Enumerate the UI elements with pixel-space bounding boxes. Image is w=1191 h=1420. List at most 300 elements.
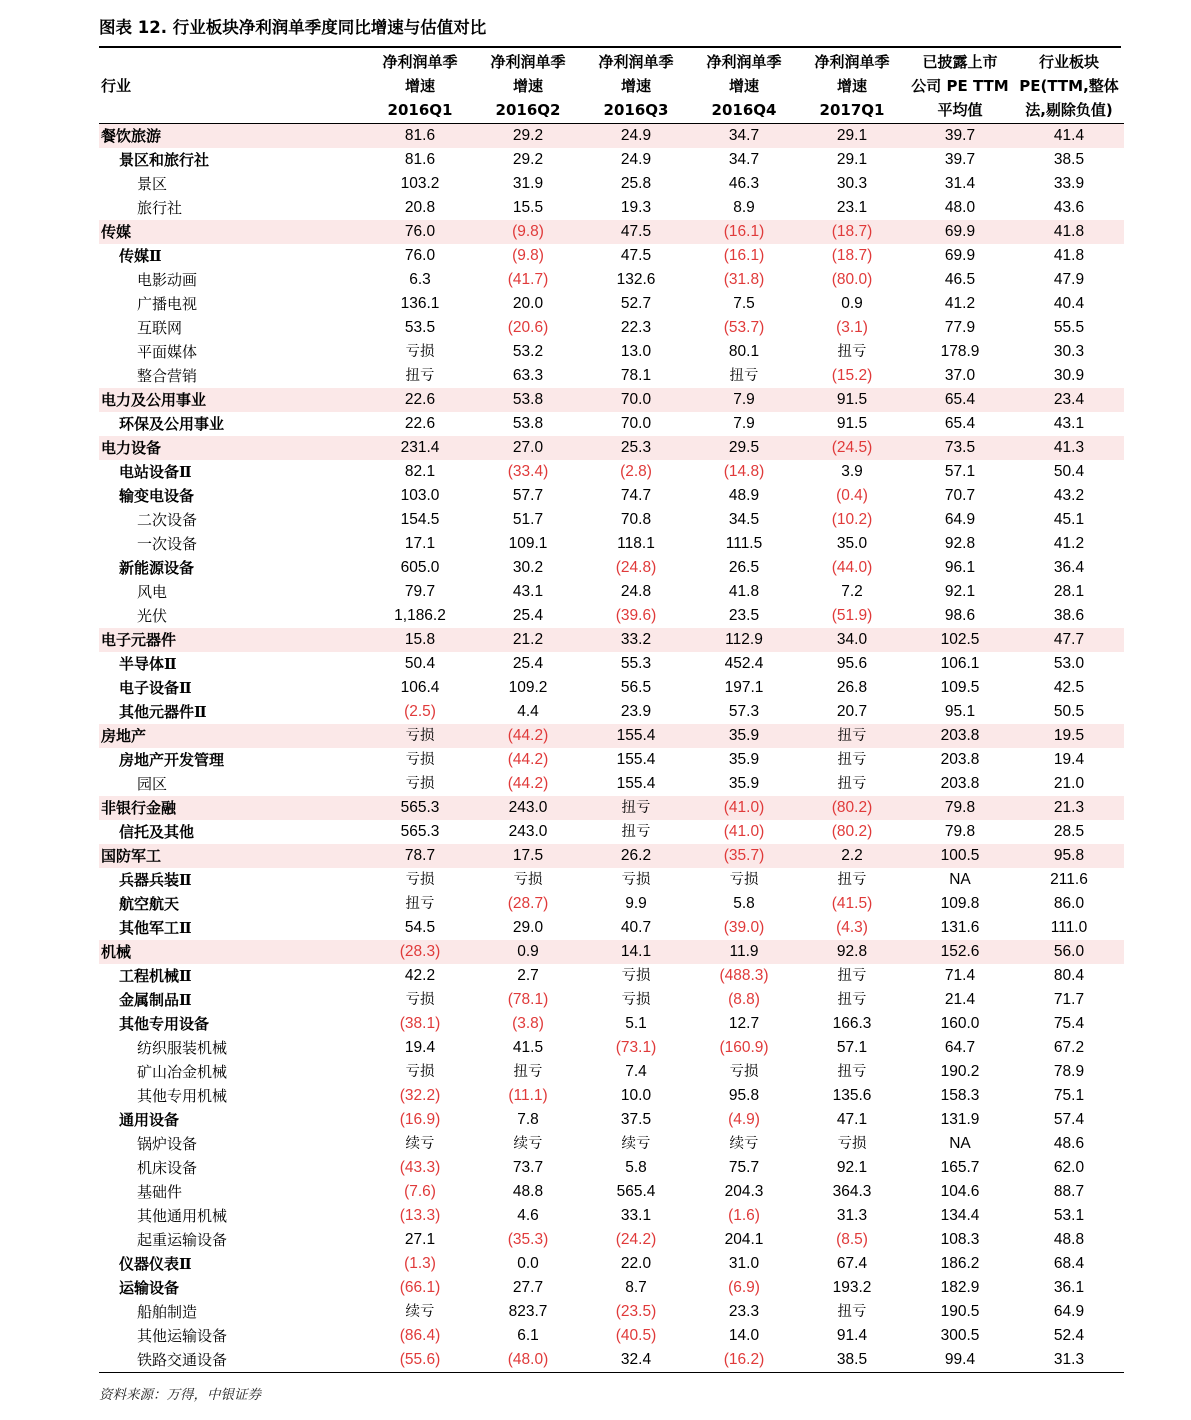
table-cell: 73.7	[512, 1159, 544, 1176]
table-cell: 70.7	[944, 487, 976, 504]
table-cell: 158.3	[940, 1087, 980, 1104]
table-cell: 95.1	[944, 703, 976, 720]
table-cell: 1,186.2	[394, 607, 446, 624]
table-cell: 50.4	[1053, 463, 1085, 480]
table-row	[99, 748, 1124, 772]
table-cell: 109.5	[940, 679, 980, 696]
col-header-2016q1: 净利润单季 增速 2016Q1	[382, 52, 458, 119]
table-cell: 29.5	[728, 439, 760, 456]
table-cell: 132.6	[616, 271, 656, 288]
table-cell: (86.4)	[399, 1327, 441, 1344]
table-cell: (13.3)	[399, 1207, 441, 1224]
industry-name: 房地产开发管理	[119, 751, 225, 769]
table-cell: 23.4	[1053, 391, 1085, 408]
table-row	[99, 292, 1124, 316]
table-cell: (4.3)	[836, 919, 868, 936]
table-cell: 5.8	[733, 895, 755, 912]
col-header-sector-pe: 行业板块 PE(TTM,整体 法,剔除负值)	[1019, 52, 1119, 119]
table-cell: 41.3	[1053, 439, 1085, 456]
table-cell: 31.3	[1053, 1351, 1085, 1368]
table-row	[99, 844, 1124, 868]
table-cell: 112.9	[725, 631, 763, 648]
table-cell: 64.7	[944, 1039, 976, 1056]
table-cell: 53.5	[404, 319, 436, 336]
table-cell: 29.0	[512, 919, 544, 936]
table-cell: (2.5)	[404, 703, 436, 720]
table-cell: 续亏	[729, 1136, 759, 1152]
table-cell: (10.2)	[831, 511, 873, 528]
table-cell: 81.6	[404, 127, 436, 144]
table-cell: (18.7)	[831, 223, 873, 240]
table-cell: 31.4	[944, 175, 976, 192]
table-cell: 21.3	[1053, 799, 1085, 816]
table-cell: 106.4	[400, 679, 440, 696]
table-cell: 48.6	[1053, 1135, 1085, 1152]
table-cell: 155.4	[616, 775, 656, 792]
table-cell: 56.0	[1053, 943, 1085, 960]
table-cell: 203.8	[940, 751, 980, 768]
table-cell: 23.3	[728, 1303, 760, 1320]
table-cell: 扭亏	[621, 800, 651, 816]
table-cell: 28.5	[1053, 823, 1085, 840]
industry-name: 新能源设备	[119, 559, 195, 577]
table-cell: (32.2)	[399, 1087, 441, 1104]
table-cell: 48.0	[944, 199, 976, 216]
industry-name: 电子设备Ⅱ	[119, 679, 192, 697]
table-cell: 7.9	[733, 391, 755, 408]
table-cell: 亏损	[837, 1136, 867, 1152]
industry-name: 广播电视	[137, 295, 198, 313]
table-cell: 亏损	[405, 776, 435, 792]
table-cell: 扭亏	[837, 344, 867, 360]
table-cell: 扭亏	[513, 1064, 543, 1080]
table-cell: 243.0	[508, 823, 548, 840]
table-cell: (1.3)	[404, 1255, 436, 1272]
table-cell: (6.9)	[728, 1279, 760, 1296]
table-cell: 32.4	[620, 1351, 652, 1368]
table-cell: 22.0	[620, 1255, 652, 1272]
table-cell: 扭亏	[729, 368, 759, 384]
table-row	[99, 892, 1124, 916]
industry-name: 输变电设备	[119, 487, 195, 505]
table-cell: 扭亏	[837, 968, 867, 984]
table-cell: (44.0)	[831, 559, 873, 576]
table-row	[99, 1108, 1124, 1132]
industry-name: 电力设备	[101, 439, 162, 457]
table-cell: 95.8	[728, 1087, 760, 1104]
table-cell: 扭亏	[837, 776, 867, 792]
table-row	[99, 916, 1124, 940]
table-cell: 33.2	[620, 631, 652, 648]
table-row	[99, 676, 1124, 700]
table-row	[99, 1036, 1124, 1060]
table-cell: 75.1	[1053, 1087, 1085, 1104]
table-cell: 63.3	[512, 367, 544, 384]
table-row	[99, 268, 1124, 292]
table-cell: 27.0	[512, 439, 544, 456]
table-cell: 70.8	[620, 511, 652, 528]
industry-name: 机械	[101, 943, 132, 961]
table-cell: 扭亏	[837, 1304, 867, 1320]
table-row	[99, 1204, 1124, 1228]
table-cell: 56.5	[620, 679, 652, 696]
industry-name: 纺织服装机械	[137, 1039, 228, 1057]
table-cell: 41.4	[1053, 127, 1085, 144]
table-cell: (80.0)	[831, 271, 873, 288]
table-cell: 57.1	[836, 1039, 868, 1056]
table-cell: 91.4	[836, 1327, 868, 1344]
table-cell: 53.1	[1053, 1207, 1085, 1224]
table-cell: (43.3)	[399, 1159, 441, 1176]
industry-name: 光伏	[137, 607, 168, 625]
table-cell: 9.9	[625, 895, 647, 912]
table-cell: 29.2	[512, 151, 544, 168]
table-cell: 204.3	[724, 1183, 764, 1200]
table-cell: (73.1)	[615, 1039, 657, 1056]
table-cell: 605.0	[400, 559, 440, 576]
table-cell: 77.9	[944, 319, 976, 336]
industry-name: 工程机械Ⅱ	[119, 967, 192, 985]
industry-name: 半导体Ⅱ	[119, 655, 177, 673]
table-cell: (39.0)	[723, 919, 765, 936]
table-cell: (24.5)	[831, 439, 873, 456]
table-cell: 0.9	[841, 295, 863, 312]
table-cell: (39.6)	[615, 607, 657, 624]
table-cell: 31.9	[512, 175, 544, 192]
table-cell: 48.9	[728, 487, 760, 504]
table-cell: 75.7	[728, 1159, 760, 1176]
table-cell: 19.3	[620, 199, 652, 216]
table-cell: 131.6	[940, 919, 980, 936]
table-cell: 103.0	[400, 487, 440, 504]
industry-name: 国防军工	[101, 847, 162, 865]
table-cell: 81.6	[404, 151, 436, 168]
industry-name: 其他元器件Ⅱ	[119, 703, 207, 721]
table-cell: 95.8	[1053, 847, 1085, 864]
table-cell: 565.3	[400, 799, 440, 816]
table-cell: 27.1	[404, 1231, 436, 1248]
table-cell: 续亏	[621, 1136, 651, 1152]
table-row	[99, 1252, 1124, 1276]
table-row	[99, 796, 1124, 820]
table-cell: 47.9	[1053, 271, 1085, 288]
table-cell: (11.1)	[508, 1087, 548, 1104]
table-cell: 24.8	[620, 583, 652, 600]
table-cell: 22.6	[404, 415, 436, 432]
table-cell: 54.5	[404, 919, 436, 936]
table-cell: 25.4	[512, 655, 544, 672]
table-cell: 19.4	[404, 1039, 436, 1056]
table-cell: 42.2	[404, 967, 436, 984]
table-cell: 13.0	[620, 343, 652, 360]
table-cell: 25.4	[512, 607, 544, 624]
table-cell: (1.6)	[728, 1207, 760, 1224]
table-cell: (4.9)	[728, 1111, 760, 1128]
table-cell: 75.4	[1053, 1015, 1085, 1032]
table-cell: NA	[949, 1135, 971, 1152]
table-cell: 33.1	[620, 1207, 652, 1224]
table-cell: 5.1	[625, 1015, 647, 1032]
industry-name: 矿山冶金机械	[137, 1063, 228, 1081]
table-row	[99, 628, 1124, 652]
table-cell: (41.7)	[507, 271, 549, 288]
table-cell: 70.0	[620, 391, 652, 408]
table-cell: 82.1	[404, 463, 436, 480]
table-cell: 178.9	[940, 343, 980, 360]
table-row	[99, 532, 1124, 556]
table-cell: 95.6	[836, 655, 868, 672]
table-cell: 亏损	[405, 872, 435, 888]
table-cell: 64.9	[944, 511, 976, 528]
table-cell: 364.3	[832, 1183, 872, 1200]
table-cell: 7.8	[517, 1111, 539, 1128]
table-cell: 23.9	[620, 703, 652, 720]
table-cell: 300.5	[940, 1327, 980, 1344]
table-cell: 104.6	[940, 1183, 980, 1200]
table-cell: 30.2	[512, 559, 544, 576]
table-cell: 35.0	[836, 535, 868, 552]
table-cell: 29.2	[512, 127, 544, 144]
table-cell: 7.2	[841, 583, 863, 600]
table-cell: 131.9	[940, 1111, 980, 1128]
table-cell: 19.4	[1053, 751, 1085, 768]
table-cell: 17.5	[512, 847, 544, 864]
table-cell: (66.1)	[399, 1279, 441, 1296]
table-row	[99, 196, 1124, 220]
col-header-2017q1: 净利润单季 增速 2017Q1	[814, 52, 890, 119]
table-cell: (9.8)	[512, 247, 544, 264]
industry-name: 通用设备	[119, 1111, 180, 1129]
industry-name: 环保及公用事业	[119, 415, 225, 433]
table-cell: 扭亏	[405, 896, 435, 912]
table-cell: 565.4	[616, 1183, 656, 1200]
table-row	[99, 940, 1124, 964]
industry-name: 传媒Ⅱ	[119, 247, 162, 265]
table-cell: 166.3	[832, 1015, 872, 1032]
table-cell: 79.8	[944, 799, 976, 816]
table-cell: 96.1	[944, 559, 976, 576]
industry-name: 景区	[137, 175, 168, 193]
table-cell: (160.9)	[719, 1039, 769, 1056]
table-cell: 98.6	[944, 607, 976, 624]
table-cell: 80.1	[728, 343, 760, 360]
table-cell: 31.3	[836, 1207, 868, 1224]
table-cell: 35.9	[728, 727, 760, 744]
industry-name: 风电	[137, 583, 168, 601]
table-cell: 452.4	[724, 655, 764, 672]
table-cell: (18.7)	[831, 247, 873, 264]
table-cell: 37.5	[620, 1111, 652, 1128]
table-cell: 823.7	[508, 1303, 548, 1320]
table-cell: 34.7	[728, 151, 760, 168]
table-cell: 42.5	[1053, 679, 1085, 696]
industry-name: 金属制品Ⅱ	[119, 991, 192, 1009]
table-cell: 7.9	[733, 415, 755, 432]
table-row	[99, 1324, 1124, 1348]
table-cell: (80.2)	[831, 823, 873, 840]
table-cell: 22.3	[620, 319, 652, 336]
header-row	[99, 48, 1124, 124]
table-cell: 亏损	[405, 752, 435, 768]
table-cell: (9.8)	[512, 223, 544, 240]
table-cell: (40.5)	[615, 1327, 657, 1344]
table-cell: 4.6	[517, 1207, 539, 1224]
table-cell: 11.9	[729, 943, 759, 960]
table-cell: 35.9	[728, 775, 760, 792]
table-cell: 7.5	[733, 295, 755, 312]
table-cell: (41.0)	[723, 823, 765, 840]
table-cell: 15.8	[404, 631, 436, 648]
table-row	[99, 652, 1124, 676]
table-cell: 65.4	[944, 415, 976, 432]
table-cell: 79.7	[404, 583, 436, 600]
table-cell: 57.1	[944, 463, 976, 480]
table-cell: 15.5	[512, 199, 544, 216]
table-cell: 91.5	[836, 415, 868, 432]
table-cell: 45.1	[1053, 511, 1085, 528]
industry-name: 互联网	[137, 319, 183, 337]
industry-name: 一次设备	[137, 535, 198, 553]
table-cell: 22.6	[404, 391, 436, 408]
table-cell: (44.2)	[507, 727, 549, 744]
table-cell: 25.8	[620, 175, 652, 192]
table-cell: 36.4	[1053, 559, 1085, 576]
table-row	[99, 1180, 1124, 1204]
table-cell: 37.0	[944, 367, 976, 384]
industry-name: 其他专用机械	[137, 1087, 228, 1105]
table-row	[99, 868, 1124, 892]
table-cell: 100.5	[940, 847, 980, 864]
table-cell: 64.9	[1053, 1303, 1085, 1320]
table-cell: 136.1	[400, 295, 440, 312]
table-row	[99, 388, 1124, 412]
table-cell: 190.5	[940, 1303, 980, 1320]
table-cell: (15.2)	[831, 367, 873, 384]
table-cell: 34.0	[836, 631, 868, 648]
table-cell: 0.9	[517, 943, 539, 960]
table-cell: 8.7	[625, 1279, 647, 1296]
table-row	[99, 820, 1124, 844]
table-cell: 41.8	[1053, 247, 1085, 264]
table-cell: 26.2	[620, 847, 652, 864]
figure-title: 图表 12. 行业板块净利润单季度同比增速与估值对比	[99, 18, 487, 37]
source-note: 资料来源：万得，中银证券	[99, 1387, 261, 1403]
table-cell: (51.9)	[831, 607, 873, 624]
table-cell: 21.4	[944, 991, 976, 1008]
table-row	[99, 604, 1124, 628]
table-cell: (80.2)	[831, 799, 873, 816]
col-header-2016q2: 净利润单季 增速 2016Q2	[490, 52, 566, 119]
table-cell: 565.3	[400, 823, 440, 840]
table-cell: 73.5	[944, 439, 976, 456]
table-row	[99, 460, 1124, 484]
table-cell: 50.4	[404, 655, 436, 672]
col-header-2016q4: 净利润单季 增速 2016Q4	[706, 52, 782, 119]
table-cell: 92.1	[836, 1159, 868, 1176]
table-cell: (16.2)	[723, 1351, 765, 1368]
table-cell: 8.9	[733, 199, 755, 216]
table-cell: 40.7	[620, 919, 652, 936]
table-cell: 71.4	[944, 967, 976, 984]
table-cell: 39.7	[944, 127, 976, 144]
table-row	[99, 988, 1124, 1012]
table-cell: 36.1	[1053, 1279, 1085, 1296]
table-cell: 76.0	[404, 247, 436, 264]
table-cell: 231.4	[400, 439, 440, 456]
industry-name: 基础件	[137, 1183, 183, 1201]
table-cell: 88.7	[1053, 1183, 1085, 1200]
table-cell: 203.8	[940, 727, 980, 744]
table-cell: 38.5	[1053, 151, 1085, 168]
table-cell: (20.6)	[507, 319, 549, 336]
table-cell: (78.1)	[507, 991, 549, 1008]
table-cell: 111.0	[1050, 919, 1088, 936]
table-row	[99, 172, 1124, 196]
table-cell: 0.0	[517, 1255, 539, 1272]
table-cell: (44.2)	[507, 751, 549, 768]
table-row	[99, 700, 1124, 724]
table-cell: 165.7	[940, 1159, 980, 1176]
table-cell: (48.0)	[507, 1351, 549, 1368]
table-cell: 99.4	[944, 1351, 976, 1368]
table-cell: 186.2	[940, 1255, 980, 1272]
table-cell: 78.1	[620, 367, 652, 384]
table-cell: 31.0	[728, 1255, 760, 1272]
table-cell: 扭亏	[837, 1064, 867, 1080]
table-cell: 76.0	[404, 223, 436, 240]
table-cell: 20.8	[404, 199, 436, 216]
industry-name: 起重运输设备	[137, 1231, 228, 1249]
table-cell: 51.7	[512, 511, 544, 528]
table-cell: (55.6)	[399, 1351, 441, 1368]
report-page	[99, 0, 1121, 1403]
industry-name: 机床设备	[137, 1159, 198, 1177]
table-cell: 扭亏	[837, 992, 867, 1008]
industry-name: 运输设备	[119, 1279, 180, 1297]
table-cell: 38.5	[836, 1351, 868, 1368]
table-cell: 30.3	[836, 175, 868, 192]
table-row	[99, 364, 1124, 388]
table-cell: 108.3	[940, 1231, 980, 1248]
table-cell: (16.1)	[723, 223, 765, 240]
table-cell: 47.5	[620, 223, 652, 240]
table-cell: 47.7	[1053, 631, 1085, 648]
table-cell: 38.6	[1053, 607, 1085, 624]
industry-name: 非银行金融	[101, 799, 177, 817]
table-cell: 65.4	[944, 391, 976, 408]
table-cell: 92.8	[944, 535, 976, 552]
table-cell: 扭亏	[837, 752, 867, 768]
table-cell: 69.9	[944, 223, 976, 240]
table-row	[99, 964, 1124, 988]
table-cell: (35.3)	[507, 1231, 549, 1248]
table-cell: 91.5	[836, 391, 868, 408]
industry-name: 航空航天	[119, 895, 180, 913]
table-row	[99, 772, 1124, 796]
table-cell: 43.1	[512, 583, 544, 600]
table-cell: 亏损	[729, 872, 759, 888]
industry-name: 餐饮旅游	[101, 127, 162, 145]
table-cell: 30.3	[1053, 343, 1085, 360]
table-cell: (16.9)	[399, 1111, 441, 1128]
table-cell: 21.2	[512, 631, 544, 648]
industry-name: 锅炉设备	[137, 1135, 198, 1153]
table-cell: 43.2	[1053, 487, 1085, 504]
table-cell: 23.5	[728, 607, 760, 624]
industry-name: 二次设备	[137, 511, 198, 529]
table-cell: 109.2	[508, 679, 548, 696]
table-cell: 亏损	[621, 968, 651, 984]
